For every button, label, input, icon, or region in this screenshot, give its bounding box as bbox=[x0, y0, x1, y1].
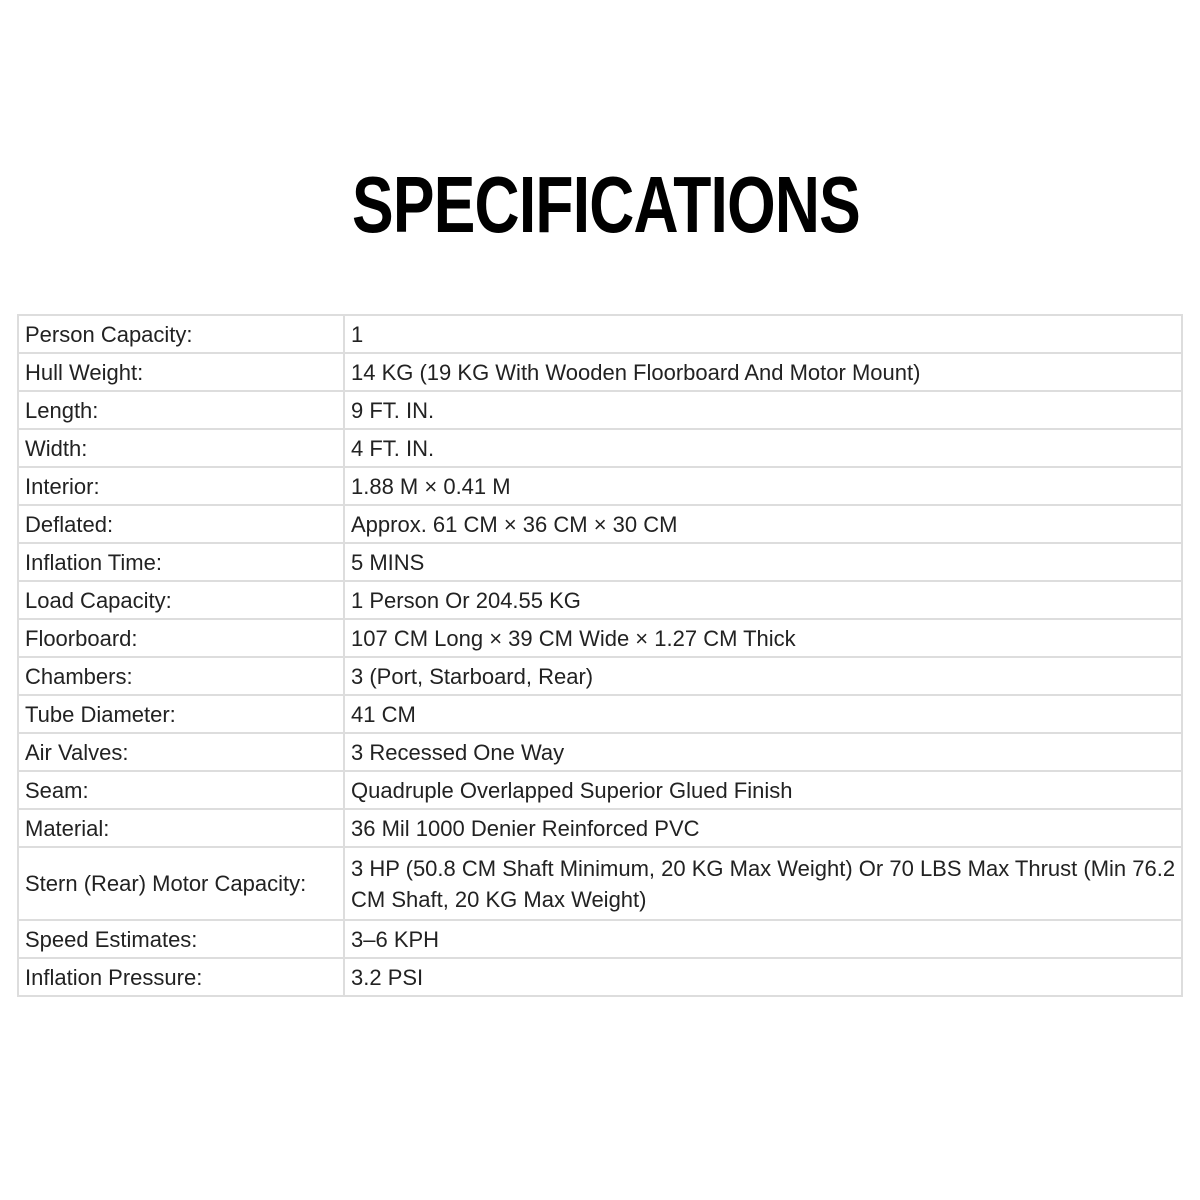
spec-value-deflated: Approx. 61 CM × 36 CM × 30 CM bbox=[344, 505, 1182, 543]
table-row bbox=[18, 391, 1182, 429]
table-row bbox=[18, 809, 1182, 847]
spec-value-speed-estimates: 3–6 KPH bbox=[344, 920, 1182, 958]
spec-value-width: 4 FT. IN. bbox=[344, 429, 1182, 467]
table-row bbox=[18, 467, 1182, 505]
spec-value-load-capacity: 1 Person Or 204.55 KG bbox=[344, 581, 1182, 619]
spec-value-interior: 1.88 M × 0.41 M bbox=[344, 467, 1182, 505]
spec-value-chambers: 3 (Port, Starboard, Rear) bbox=[344, 657, 1182, 695]
spec-value-tube-diameter: 41 CM bbox=[344, 695, 1182, 733]
table-row bbox=[18, 733, 1182, 771]
spec-label-hull-weight: Hull Weight: bbox=[18, 353, 344, 391]
table-row bbox=[18, 429, 1182, 467]
table-row bbox=[18, 505, 1182, 543]
spec-label-width: Width: bbox=[18, 429, 344, 467]
spec-label-person-capacity: Person Capacity: bbox=[18, 315, 344, 353]
spec-value-inflation-pressure: 3.2 PSI bbox=[344, 958, 1182, 996]
spec-label-stern-motor-capacity: Stern (Rear) Motor Capacity: bbox=[18, 847, 344, 920]
spec-value-hull-weight: 14 KG (19 KG With Wooden Floorboard And Motor Mount) bbox=[344, 353, 1182, 391]
spec-label-air-valves: Air Valves: bbox=[18, 733, 344, 771]
table-row bbox=[18, 847, 1182, 920]
table-row bbox=[18, 315, 1182, 353]
spec-value-inflation-time: 5 MINS bbox=[344, 543, 1182, 581]
spec-label-interior: Interior: bbox=[18, 467, 344, 505]
table-row bbox=[18, 920, 1182, 958]
table-row bbox=[18, 543, 1182, 581]
table-row bbox=[18, 771, 1182, 809]
spec-value-material: 36 Mil 1000 Denier Reinforced PVC bbox=[344, 809, 1182, 847]
specifications-table-body bbox=[18, 315, 1182, 996]
table-row bbox=[18, 581, 1182, 619]
table-row bbox=[18, 958, 1182, 996]
spec-value-length: 9 FT. IN. bbox=[344, 391, 1182, 429]
spec-label-material: Material: bbox=[18, 809, 344, 847]
spec-label-seam: Seam: bbox=[18, 771, 344, 809]
spec-value-air-valves: 3 Recessed One Way bbox=[344, 733, 1182, 771]
table-row bbox=[18, 619, 1182, 657]
table-row bbox=[18, 657, 1182, 695]
spec-value-seam: Quadruple Overlapped Superior Glued Finish bbox=[344, 771, 1182, 809]
spec-label-deflated: Deflated: bbox=[18, 505, 344, 543]
page-title: SPECIFICATIONS bbox=[352, 160, 860, 249]
spec-value-stern-motor-capacity: 3 HP (50.8 CM Shaft Minimum, 20 KG Max Weight) Or 70 LBS Max Thrust (Min 76.2 CM Shaft, 20 KG Max Weight) bbox=[344, 847, 1182, 920]
spec-label-inflation-time: Inflation Time: bbox=[18, 543, 344, 581]
spec-label-floorboard: Floorboard: bbox=[18, 619, 344, 657]
spec-label-inflation-pressure: Inflation Pressure: bbox=[18, 958, 344, 996]
spec-label-length: Length: bbox=[18, 391, 344, 429]
spec-label-chambers: Chambers: bbox=[18, 657, 344, 695]
spec-value-floorboard: 107 CM Long × 39 CM Wide × 1.27 CM Thick bbox=[344, 619, 1182, 657]
spec-label-tube-diameter: Tube Diameter: bbox=[18, 695, 344, 733]
specifications-table bbox=[17, 314, 1183, 997]
spec-label-speed-estimates: Speed Estimates: bbox=[18, 920, 344, 958]
spec-label-load-capacity: Load Capacity: bbox=[18, 581, 344, 619]
table-row bbox=[18, 353, 1182, 391]
table-row bbox=[18, 695, 1182, 733]
spec-value-person-capacity: 1 bbox=[344, 315, 1182, 353]
